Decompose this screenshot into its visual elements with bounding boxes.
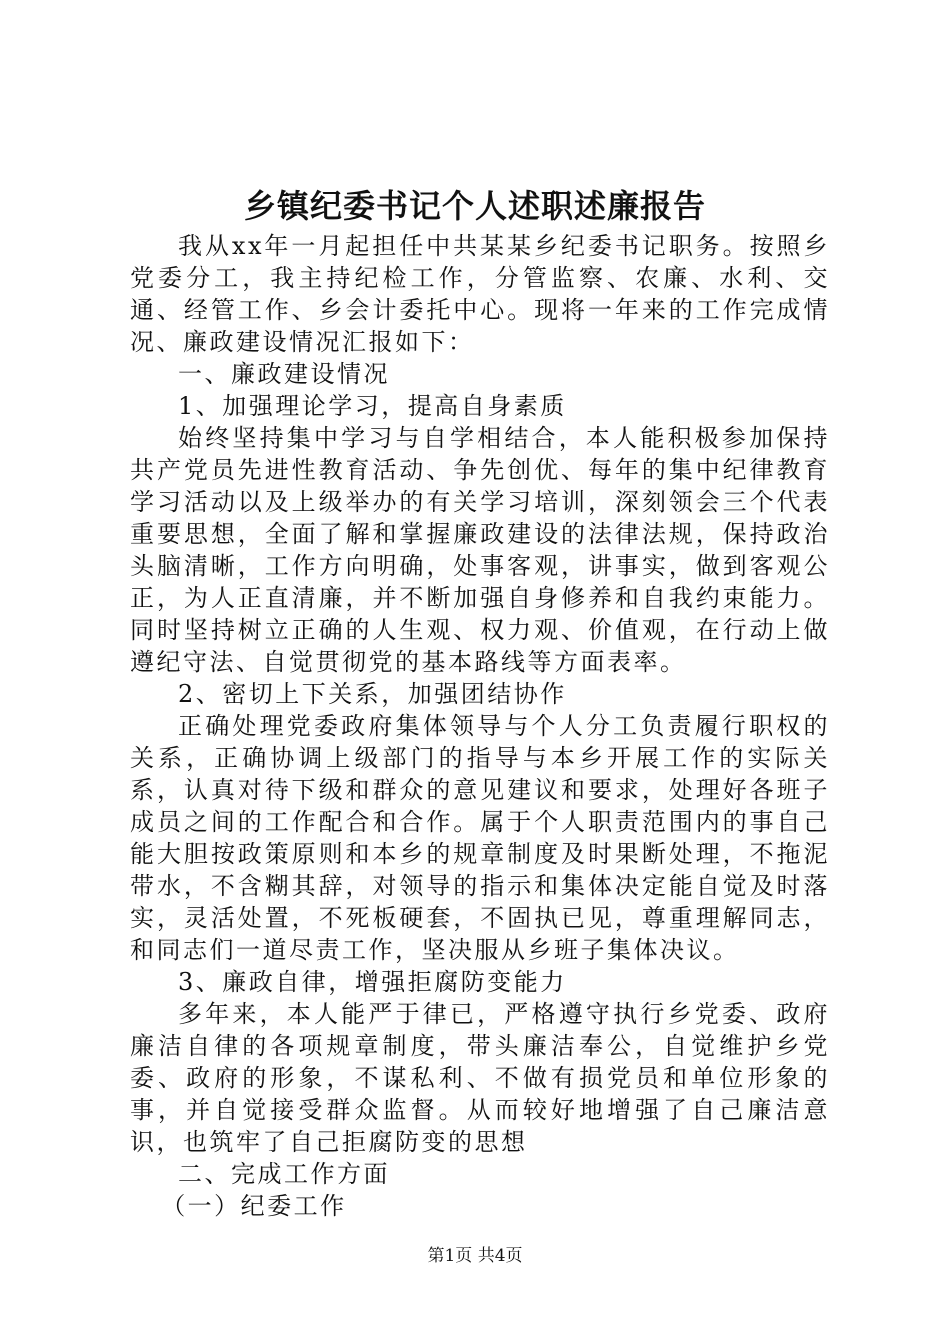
section-heading-1: 一、廉政建设情况 [178, 360, 390, 388]
section-heading-2: 二、完成工作方面 [178, 1160, 390, 1188]
body-paragraph: 始终坚持集中学习与自学相结合，本人能积极参加保持共产党员先进性教育活动、争先创优、每年的集中纪律教育学习活动以及上级举办的有关学习培训，深刻领会三个代表重要思想，全面了解和掌握廉政建设的法律法规，保持政治头脑清晰，工作方向明确，处事客观，讲事实，做到客观公正，为人正直清廉，并不断加强自身修养和自我约束能力。同时坚持树立正确的人生观、权力观、价值观，在行动上做遵纪守法、自觉贯彻党的基本路线等方面表率。 [130, 424, 830, 676]
intro-paragraph: 我从xx年一月起担任中共某某乡纪委书记职务。按照乡党委分工，我主持纪检工作，分管监察、农廉、水利、交通、经管工作、乡会计委托中心。现将一年来的工作完成情况、廉政建设情况汇报如下： [130, 232, 830, 356]
document-body [130, 230, 830, 1222]
page-footer: 第1页 共4页 [427, 1246, 523, 1266]
subsection-heading-2: 2、密切上下关系，加强团结协作 [178, 680, 567, 708]
subsection-heading-3: 3、廉政自律，增强拒腐防变能力 [178, 968, 567, 996]
body-paragraph: 多年来，本人能严于律已，严格遵守执行乡党委、政府廉洁自律的各项规章制度，带头廉洁奉公，自觉维护乡党委、政府的形象，不谋私利、不做有损党员和单位形象的事，并自觉接受群众监督。从而较好地增强了自己廉洁意识，也筑牢了自己拒腐防变的思想 [130, 1000, 830, 1156]
document-title: 乡镇纪委书记个人述职述廉报告 [243, 187, 706, 225]
subsection-heading-1: 1、加强理论学习，提高自身素质 [178, 392, 567, 420]
subsection-heading-4: （一）纪委工作 [161, 1192, 347, 1220]
body-paragraph: 正确处理党委政府集体领导与个人分工负责履行职权的关系，正确协调上级部门的指导与本乡开展工作的实际关系，认真对待下级和群众的意见建议和要求，处理好各班子成员之间的工作配合和合作。属于个人职责范围内的事自己能大胆按政策原则和本乡的规章制度及时果断处理，不拖泥带水，不含糊其辞，对领导的指示和集体决定能自觉及时落实，灵活处置，不死板硬套，不固执已见，尊重理解同志，和同志们一道尽责工作，坚决服从乡班子集体决议。 [130, 712, 830, 964]
